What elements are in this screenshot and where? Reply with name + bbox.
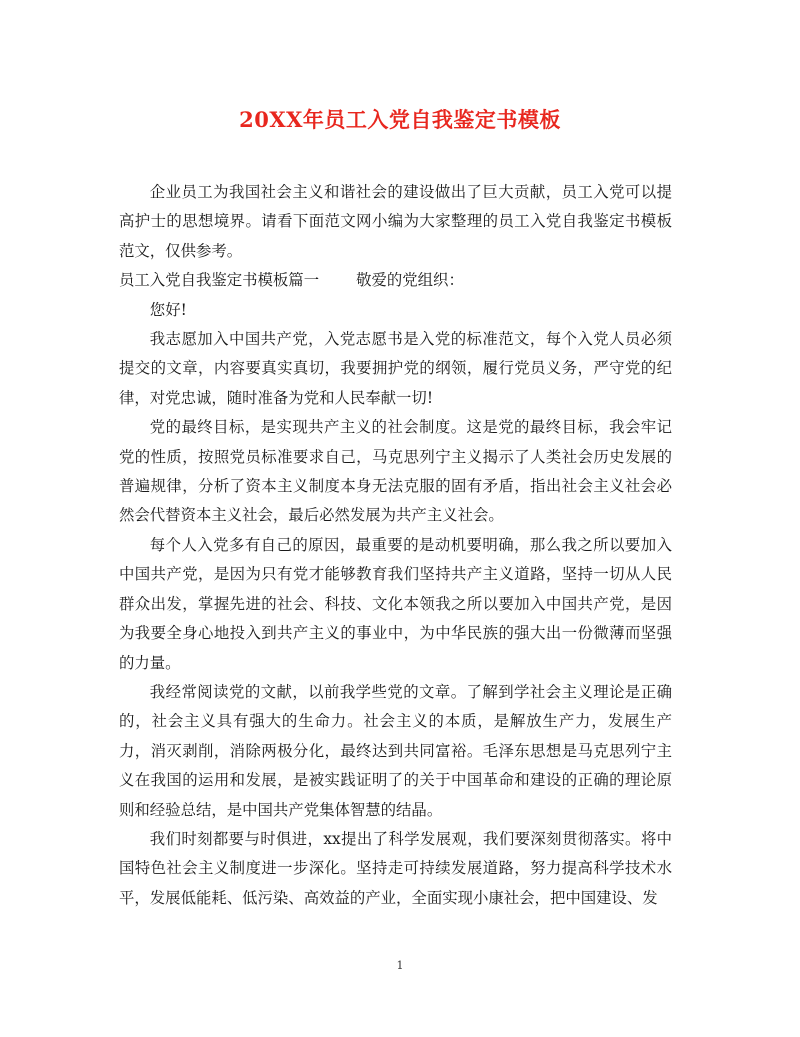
page-number: 1 bbox=[396, 959, 404, 972]
section-heading: 员工入党自我鉴定书模板篇一 bbox=[119, 271, 320, 290]
salutation: 敬爱的党组织： bbox=[356, 271, 464, 290]
page-title: 20XX年员工入党自我鉴定书模板 bbox=[239, 107, 561, 132]
body-paragraph-4: 我经常阅读党的文献，以前我学些党的文章。了解到学社会主义理论是正确的，社会主义具有强大的生命力。社会主义的本质，是解放生产力，发展生产力，消灭剥削，消除两极分化，最终达到共同富裕。毛泽东思想是马克思列宁主义在我国的运用和发展，是被实践证明了的关于中国革命和建设的正确的理论原则和经验总结，是中国共产党集体智慧的结晶。 bbox=[119, 682, 672, 819]
body-paragraph-2: 党的最终目标，是实现共产主义的社会制度。这是党的最终目标，我会牢记党的性质，按照党员标准要求自己，马克思列宁主义揭示了人类社会历史发展的普遍规律，分析了资本主义制度本身无法克服的固有矛盾，指出社会主义社会必然会代替资本主义社会，最后必然发展为共产主义社会。 bbox=[119, 418, 672, 525]
section-heading-line bbox=[119, 266, 672, 295]
intro-paragraph: 企业员工为我国社会主义和谐社会的建设做出了巨大贡献，员工入党可以提高护士的思想境界。请看下面范文网小编为大家整理的员工入党自我鉴定书模板范文，仅供参考。 bbox=[119, 183, 672, 260]
body-paragraph-5: 我们时刻都要与时俱进，xx提出了科学发展观，我们要深刻贯彻落实。将中国特色社会主义制度进一步深化。坚持走可持续发展道路，努力提高科学技术水平，发展低能耗、低污染、高效益的产业，全面实现小康社会，把中国建设、发 bbox=[119, 829, 672, 907]
document-body bbox=[119, 178, 672, 913]
body-paragraph-1: 我志愿加入中国共产党，入党志愿书是入党的标准范文，每个入党人员必须提交的文章，内容要真实真切，我要拥护党的纲领，履行党员义务，严守党的纪律，对党忠诚，随时准备为党和人民奉献一切! bbox=[119, 330, 672, 407]
greeting: 您好! bbox=[149, 300, 187, 319]
body-paragraph-3: 每个人入党多有自己的原因，最重要的是动机要明确，那么我之所以要加入中国共产党，是因为只有党才能够教育我们坚持共产主义道路，坚持一切从人民群众出发，掌握先进的社会、科技、文化本领我之所以要加入中国共产党，是因为我要全身心地投入到共产主义的事业中，为中华民族的强大出一份微薄而坚强的力量。 bbox=[119, 535, 672, 672]
